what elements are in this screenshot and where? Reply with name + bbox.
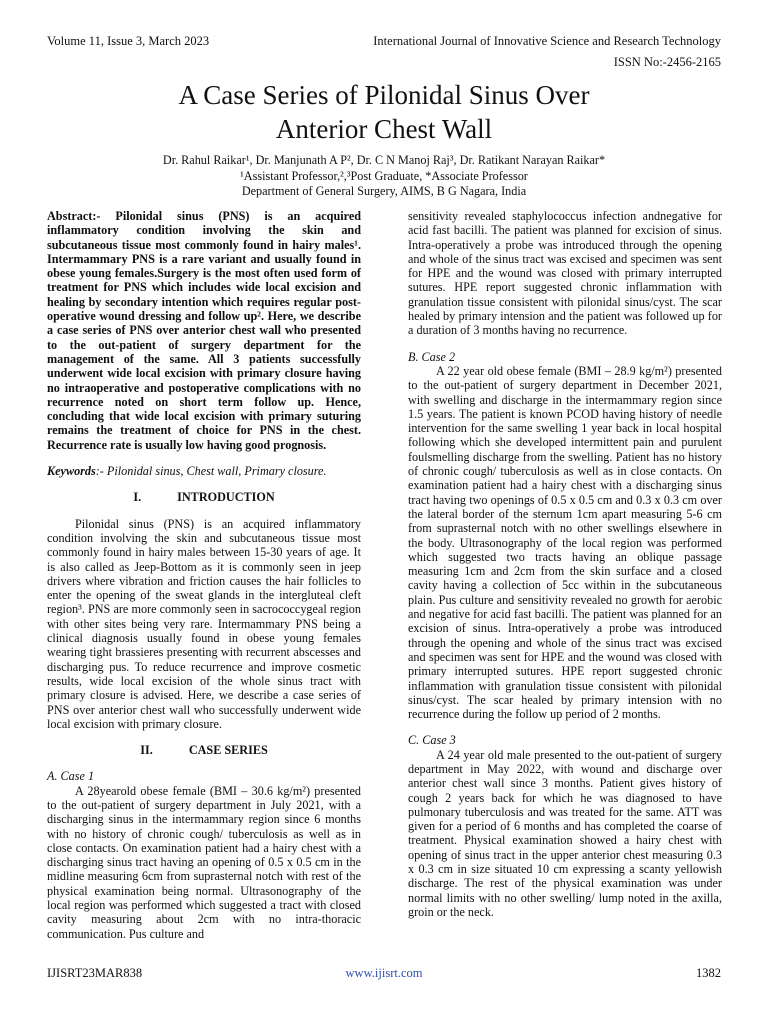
- abstract: Abstract:- Pilonidal sinus (PNS) is an acquired inflammatory condition involving the skin and subcutaneous tissue most commonly found in hairy males¹. Intermammary PNS is a rare variant and usually found in obese young females.Surgery is the most often used form of treatment for PNS which includes wide local excision and healing by secondary intention which requires regular post-operative wound dressing and follow up². Here, we describe a case series of PNS over anterior chest wall who presented to the out-patient of surgery department for the management of the same. All 3 patients successfully underwent wide local excision with primary closure having no intraoperative and postoperative complications with no recurrence noted on short term follow up. Hence, concluding that wide local excision with primary suturing remains the treatment of choice for PNS in the chest. Recurrence rate is usually low having good prognosis.: [47, 209, 361, 452]
- intro-number: I.: [133, 490, 142, 505]
- author-roles: ¹Assistant Professor,²,³Post Graduate, *Associate Professor: [240, 168, 528, 183]
- author-block: [0, 153, 768, 200]
- header-journal: International Journal of Innovative Science and Research Technology: [373, 34, 721, 48]
- title-line-2: Anterior Chest Wall: [275, 114, 493, 144]
- title-line-1: A Case Series of Pilonidal Sinus Over: [178, 80, 590, 110]
- case3-heading: C. Case 3: [408, 733, 456, 748]
- author-names: Dr. Rahul Raikar¹, Dr. Manjunath A P², Dr. C N Manoj Raj³, Dr. Ratikant Narayan Raikar*: [162, 153, 606, 167]
- introduction-text: Pilonidal sinus (PNS) is an acquired inflammatory condition involving the skin and subcutaneous tissue most commonly found in hairy males between 15-30 years of age. It is also called as Jeep-Bottom as it is commonly seen in jeep drivers where vibration and friction causes the hair follicles to enter the opening of the sweat glands in the intergluteal cleft region³. PNS are more commonly seen in sacrococcygeal region with other sites being very rare. Intermammary PNS being a clinical diagnosis usually found in obese young females wearing tight brassieres presenting with recurrent abscesses and discharging pus. To reduce recurrence and improve cosmetic results, wide local excision of the whole sinus tract with primary closure is advised. Here, we describe a case series of PNS over anterior chest wall who successfully underwent wide local excision with primary closure.: [47, 516, 361, 731]
- cases-number: II.: [140, 743, 153, 758]
- left-column: [47, 209, 361, 941]
- header-volume: Volume 11, Issue 3, March 2023: [47, 34, 210, 48]
- case2-heading: B. Case 2: [408, 349, 456, 364]
- intro-title: INTRODUCTION: [177, 490, 275, 505]
- case3-text: A 24 year old male presented to the out-patient of surgery department in May 2022, with wound and discharge over anterior chest wall since 3 months. Patient gives history of cough 2 years back for which he was diagnosed to have pulmonary tuberculosis and was treated for the same. ATT was given for a period of 6 months and has completed the coarse of treatment. Physical examination showed a hairy chest with opening of sinus tract in the upper anterior chest measuring 0.3 x 0.3 cm in size situated 10 cm expressing a scanty yellowish discharge. The rest of the physical examination was under normal limits with no other swelling/ lump noted in the axilla, groin or the neck.: [408, 747, 722, 919]
- cases-title: CASE SERIES: [188, 743, 268, 758]
- case1-text-continued: sensitivity revealed staphylococcus infection andnegative for acid fast bacilli. The patient was planned for excision of sinus. Intra-operatively a probe was introduced through the opening and whole of the sinus tract was excised and specimen was sent for HPE and the wound was closed with primary interrupted sutures. HPE report suggested chronic inflammation with granulation tissue consistent with pilonidal sinus/cyst. The scar healed by primary intension and the patient was followed up for a duration of 3 months having no recurrence.: [408, 209, 722, 338]
- header-issn: ISSN No:-2456-2165: [613, 55, 721, 69]
- section-heading-case-series: [47, 743, 361, 757]
- case1-text: A 28yearold obese female (BMI – 30.6 kg/m²) presented to the out-patient of surgery department in July 2021, with a discharging sinus in the intermammary region since 6 months with no history of chronic cough/ tuberculosis as well as in close contacts. On examination patient had a hairy chest with a discharging sinus tract having an opening of 0.5 x 0.5 cm in the midline measuring 6cm from suprasternal notch with rest of the physical examination being normal. Ultrasonography of the local region was performed which suggested a tract with closed cavity measuring about 2cm with no intra-thoracic communication. Pus culture and: [47, 783, 361, 941]
- footer-paper-id: IJISRT23MAR838: [47, 966, 143, 980]
- case2-text: A 22 year old obese female (BMI – 28.9 kg/m²) presented to the out-patient of surgery department in December 2021, with swelling and discharge in the intermammary region since 1.5 years. The patient is known PCOD having history of needle intervention for the same swelling 1 year back in local hospital following which she developed intermittent pain and purulent foulsmelling discharge from the swelling. Patient has no history of chronic cough/ tuberculosis as well as in close contacts. On examination patient had a hairy chest with a discharging sinus tract having two openings of 0.5 x 0.5 cm and 0.3 x 0.3 cm over the lateral border of the sternum 1cm apart measuring 5-6 cm from suprasternal notch with no other swellings elsewhere in the body. Ultrasonography of the local region was performed which suggested two tracts having an oblique passage measuring 1cm and 2cm from the skin surface and a closed cavity having a collection of 5cc within in the subcutaneous plain. Pus culture and sensitivity revealed no growth for aerobic and negative for acid fast bacilli. The patient was planned for an excision of sinus. Intra-operatively a probe was introduced through the opening and whole of the sinus tract was excised and specimen was sent for HPE and the wound was closed with primary interrupted sutures. HPE report suggested chronic inflammation with granulation tissue consistent with pilonidal sinus/cyst. The scar healed by primary intension with no recurrence during the follow up period of 2 months.: [408, 363, 722, 722]
- footer-website-link[interactable]: www.ijisrt.com: [345, 966, 423, 980]
- keywords-text: :- Pilonidal sinus, Chest wall, Primary closure.: [95, 464, 327, 479]
- section-heading-introduction: [47, 490, 361, 504]
- footer-page-number: 1382: [696, 966, 721, 980]
- case1-heading: A. Case 1: [47, 769, 95, 784]
- right-column: [408, 209, 722, 919]
- keywords-label: Keywords: [47, 464, 96, 479]
- keywords: [47, 464, 361, 478]
- author-affiliation: Department of General Surgery, AIMS, B G Nagara, India: [241, 184, 527, 198]
- paper-title: [0, 78, 768, 146]
